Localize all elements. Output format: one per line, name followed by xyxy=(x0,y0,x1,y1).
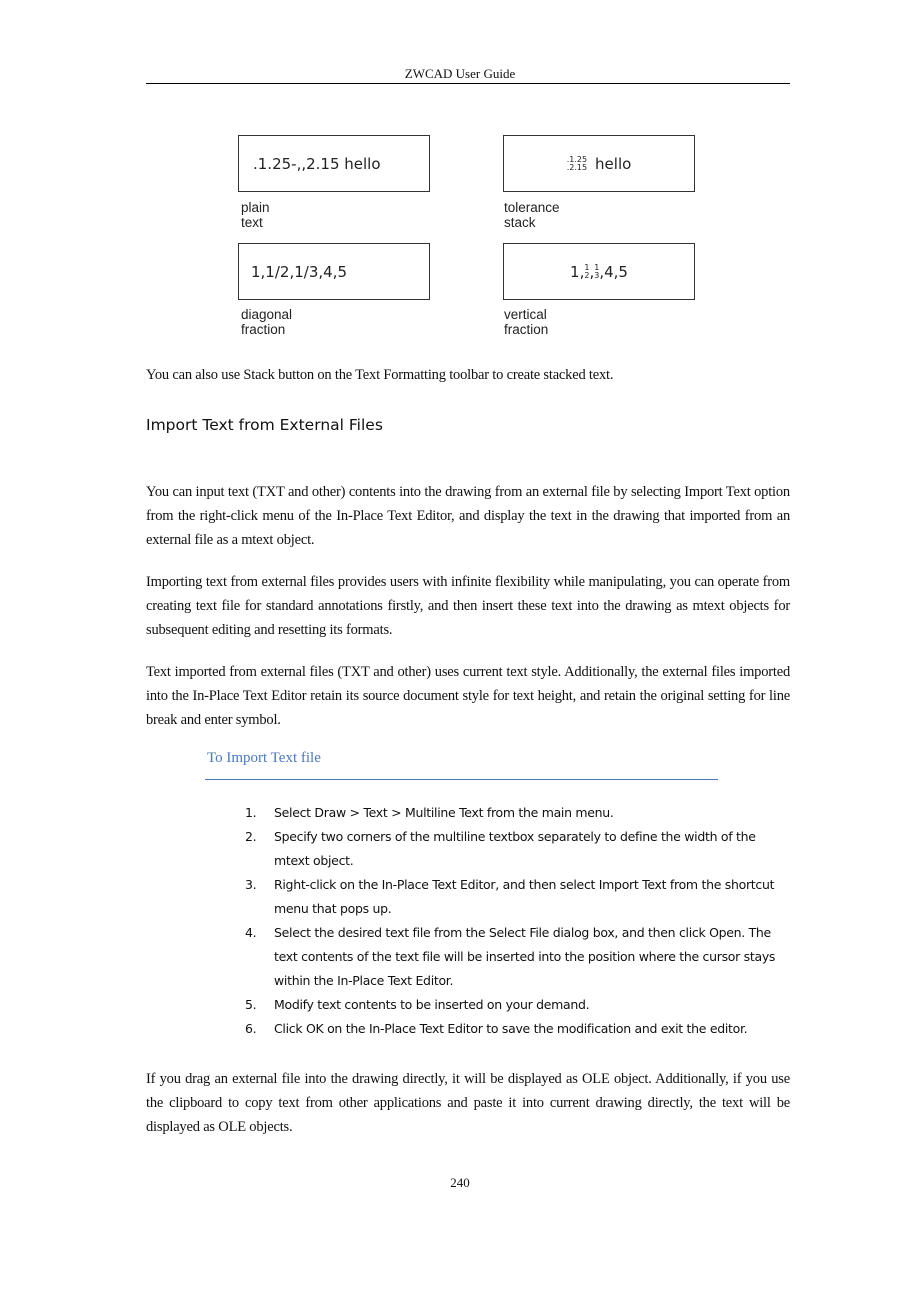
paragraph: Importing text from external files provides users with infinite flexibility while manipulating, you can operate from creating text file for standard annotations firstly, and then insert these text into the drawing as mtext objects for subsequent editing and resetting its formats. xyxy=(146,574,790,638)
stack-bottom: .2.15 xyxy=(566,162,588,172)
procedure-divider xyxy=(205,779,718,780)
step-item xyxy=(245,873,790,921)
step-text: Right-click on the In-Place Text Editor, and then select Import Text from the shortcut menu that pops up. xyxy=(274,877,775,916)
sample-text: , xyxy=(589,262,595,281)
figure-caption: vertical fraction xyxy=(504,307,549,337)
page-header: ZWCAD User Guide xyxy=(404,66,516,81)
step-number: 2. xyxy=(245,829,257,844)
step-text: Modify text contents to be inserted on your demand. xyxy=(274,997,590,1012)
figure-caption: diagonal fraction xyxy=(241,307,293,337)
paragraph: Text imported from external files (TXT and other) uses current text style. Additionally, the external files imported into the In-Place Text Editor retain its source document style for text height, and retain the original setting for line break and enter symbol. xyxy=(146,664,790,728)
paragraph: You can input text (TXT and other) contents into the drawing from an external file by selecting Import Text option from the right-click menu of the In-Place Text Editor, and display the text in the drawing that imported from an external file as a mtext object. xyxy=(146,484,790,548)
denominator: 2 xyxy=(584,270,590,280)
step-text: Click OK on the In-Place Text Editor to save the modification and exit the editor. xyxy=(274,1021,748,1036)
step-number: 4. xyxy=(245,925,257,940)
tolerance-stack xyxy=(567,156,587,172)
step-number: 1. xyxy=(245,805,257,820)
denominator: 3 xyxy=(594,270,600,280)
numerator: 1 xyxy=(584,262,590,272)
numerator: 1 xyxy=(594,262,600,272)
step-item xyxy=(245,801,790,825)
tolerance-stack-sample xyxy=(503,135,695,192)
vertical-fraction-sample xyxy=(503,243,695,300)
paragraph: You can also use Stack button on the Text Formatting toolbar to create stacked text. xyxy=(146,367,614,383)
step-text: Specify two corners of the multiline textbox separately to define the width of the mtext object. xyxy=(274,829,756,868)
paragraph: If you drag an external file into the drawing directly, it will be displayed as OLE object. Additionally, if you use the clipboard to copy text from other applications and paste it into current drawing directly, the text will be displayed as OLE objects. xyxy=(146,1071,790,1135)
figure-caption: tolerance stack xyxy=(504,200,560,230)
sample-text: ,4,5 xyxy=(599,262,628,281)
procedure-steps xyxy=(245,801,790,1041)
plain-text-sample: .1.25-,,2.15 hello xyxy=(238,135,430,192)
step-number: 6. xyxy=(245,1021,257,1036)
step-item xyxy=(245,1017,790,1041)
sample-text: hello xyxy=(595,154,632,173)
step-number: 3. xyxy=(245,877,257,892)
page-number: 240 xyxy=(450,1175,470,1190)
step-item xyxy=(245,921,790,993)
figure-caption: plain text xyxy=(241,200,270,230)
procedure-title: To Import Text file xyxy=(207,750,321,766)
step-item xyxy=(245,825,790,873)
step-item xyxy=(245,993,790,1017)
sample-text: 1, xyxy=(570,262,585,281)
step-text: Select Draw > Text > Multiline Text from the main menu. xyxy=(274,805,614,820)
step-number: 5. xyxy=(245,997,257,1012)
section-heading: Import Text from External Files xyxy=(146,416,383,434)
stack-top: .1.25 xyxy=(566,154,588,164)
step-text: Select the desired text file from the Select File dialog box, and then click Open. The text contents of the text file will be inserted into the position where the cursor stays within the In-Place Text Editor. xyxy=(274,925,776,988)
diagonal-fraction-sample: 1,1/2,1/3,4,5 xyxy=(238,243,430,300)
header-divider xyxy=(146,83,790,84)
